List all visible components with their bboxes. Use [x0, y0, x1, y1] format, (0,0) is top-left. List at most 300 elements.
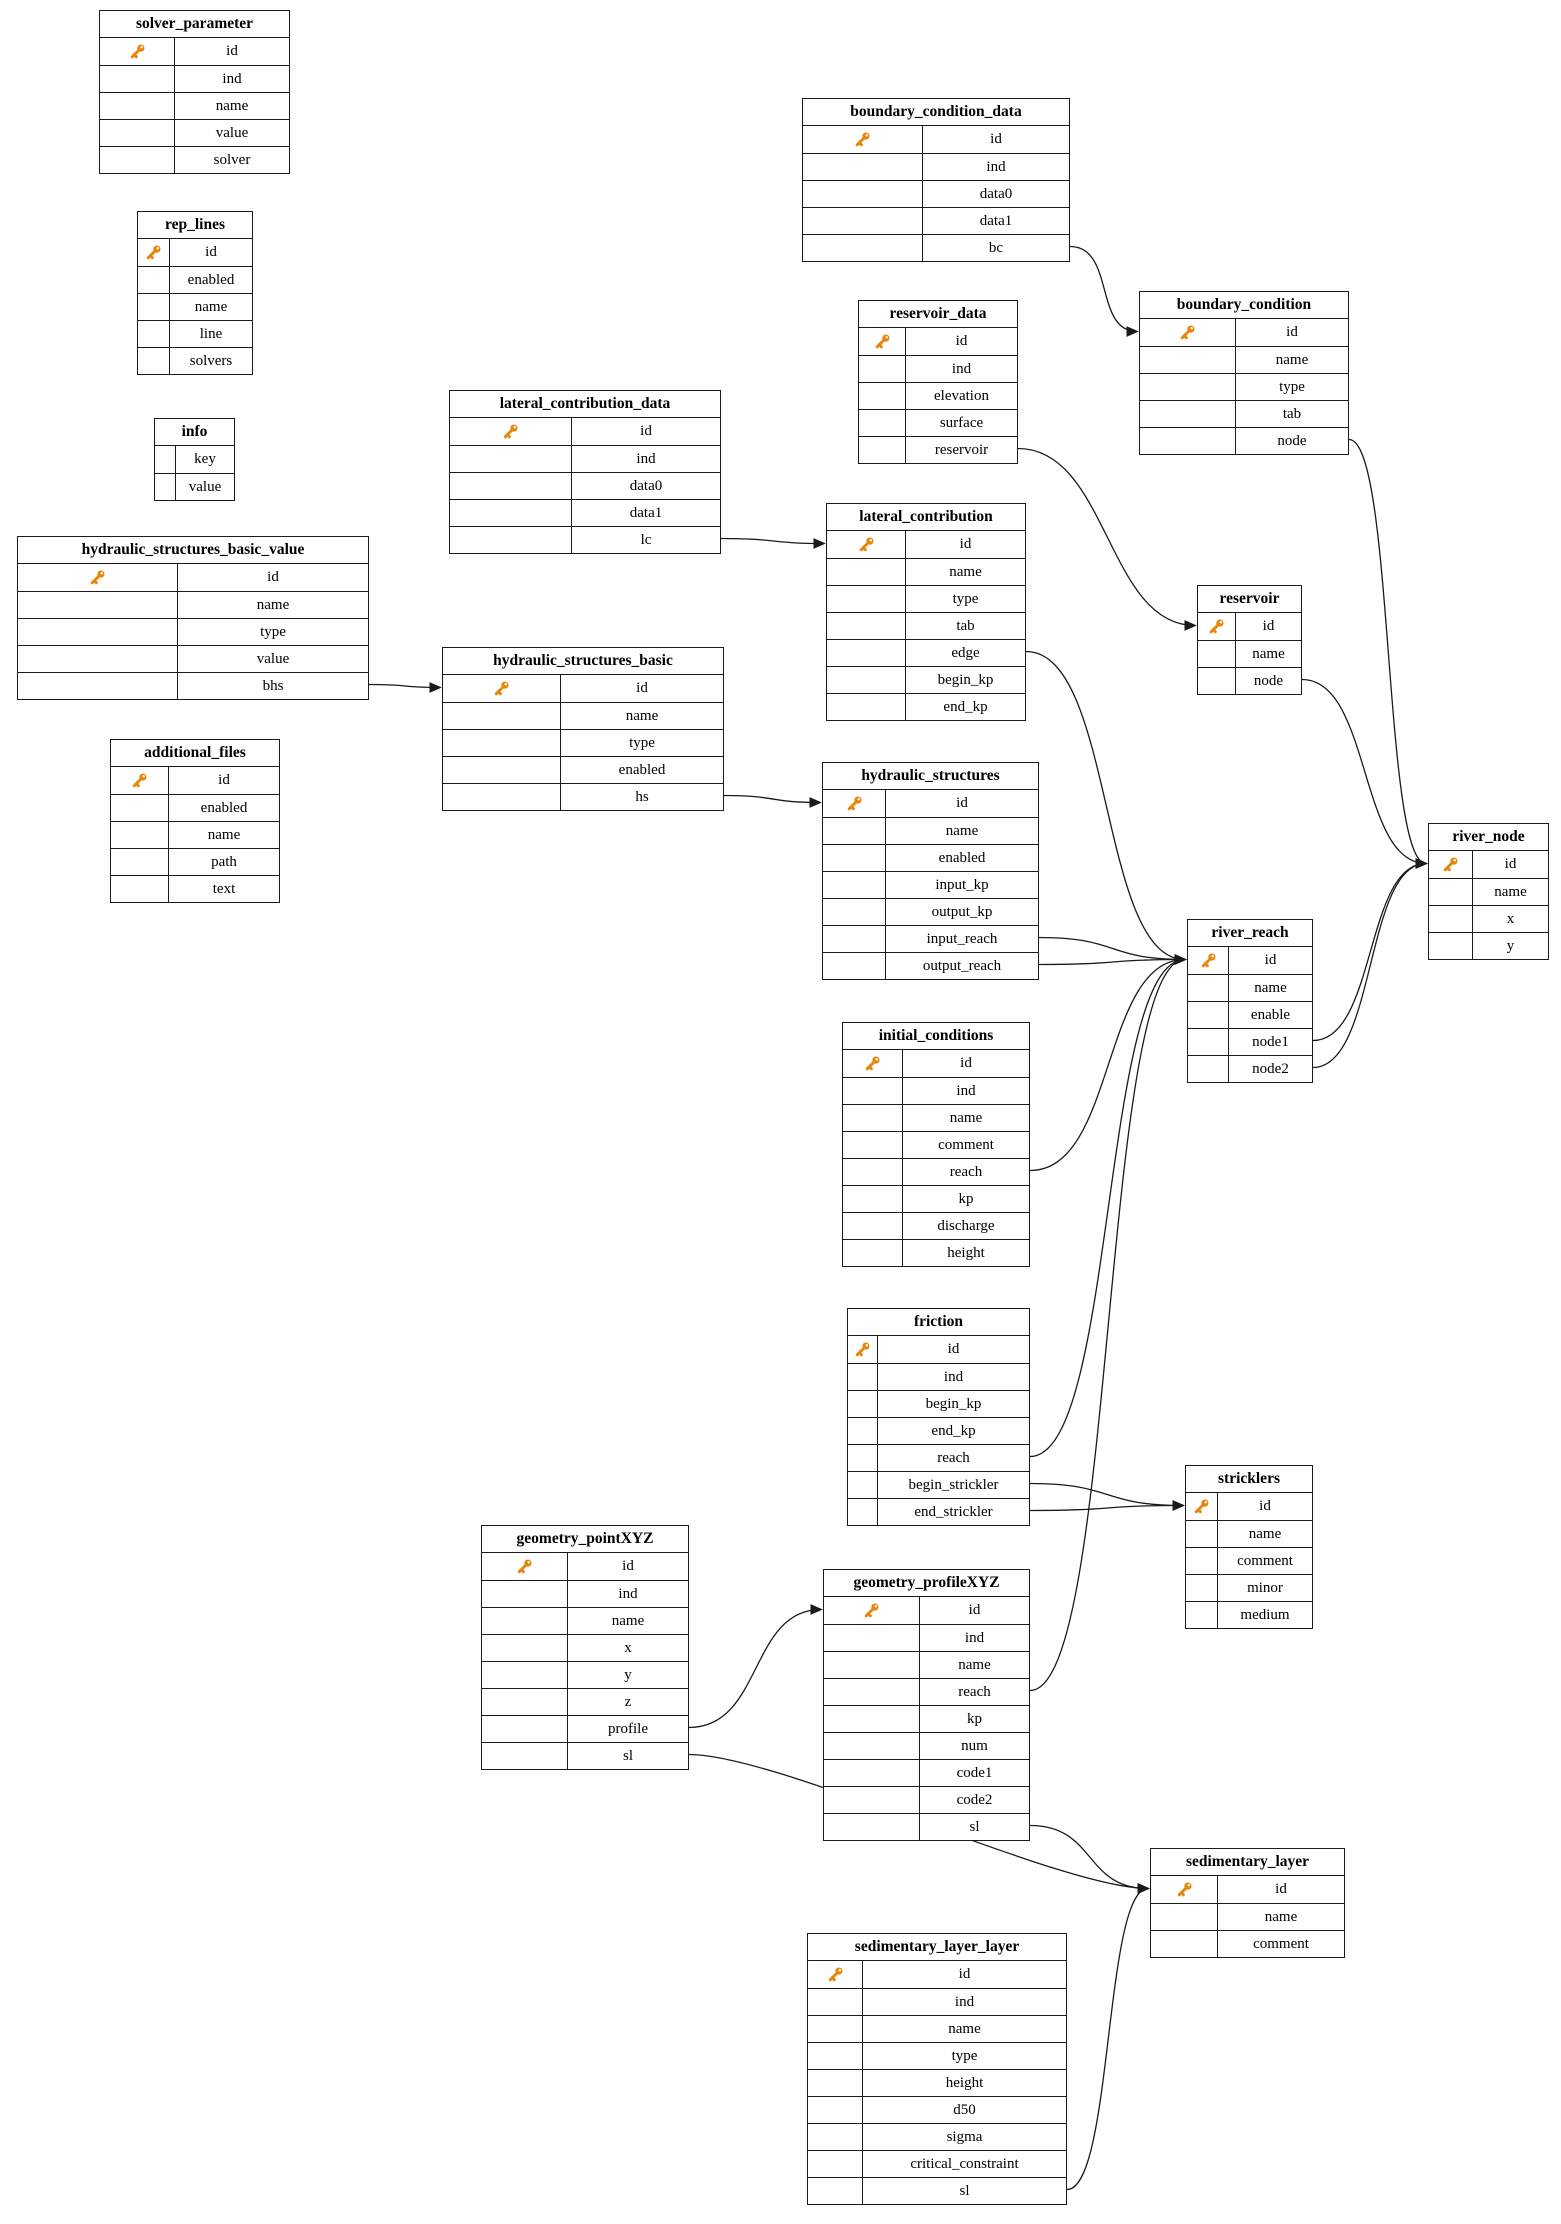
table-title-sedimentary_layer: sedimentary_layer — [1151, 1849, 1344, 1876]
key-cell-empty — [1140, 347, 1236, 373]
row-hydraulic_structures_basic_value-id — [18, 564, 368, 591]
relation-edge — [1030, 960, 1185, 1171]
key-cell-empty — [1151, 1931, 1218, 1957]
key-cell-empty — [823, 845, 886, 871]
row-geometry_profileXYZ-code2 — [824, 1786, 1029, 1813]
field-label-z: z — [624, 1694, 632, 1710]
field-label-end_kp: end_kp — [931, 1423, 976, 1439]
field-label-id: id — [990, 131, 1002, 147]
key-cell-empty — [824, 1787, 920, 1813]
key-cell-empty — [1186, 1602, 1218, 1628]
row-initial_conditions-reach — [843, 1158, 1029, 1185]
field-label-sl: sl — [959, 2183, 970, 2199]
row-reservoir-node — [1198, 667, 1301, 694]
table-solver_parameter[interactable] — [99, 10, 290, 174]
field-label-id: id — [1286, 324, 1298, 340]
field-label-hs: hs — [635, 789, 649, 805]
row-boundary_condition_data-data0 — [803, 180, 1069, 207]
field-label-type: type — [951, 2048, 978, 2064]
key-cell-empty — [1429, 879, 1473, 905]
row-initial_conditions-name — [843, 1104, 1029, 1131]
key-cell-empty — [482, 1662, 568, 1688]
key-cell-empty — [482, 1581, 568, 1607]
row-boundary_condition_data-id — [803, 126, 1069, 153]
table-initial_conditions[interactable] — [842, 1022, 1030, 1267]
table-hydraulic_structures_basic_value[interactable] — [17, 536, 369, 700]
row-friction-end_strickler — [848, 1498, 1029, 1525]
relation-edge — [1030, 1506, 1183, 1511]
field-label-solver: solver — [213, 152, 251, 168]
key-icon — [145, 244, 162, 261]
key-cell-empty — [803, 208, 923, 234]
key-cell-empty — [827, 694, 906, 720]
key-cell-empty — [827, 586, 906, 612]
row-lateral_contribution-name — [827, 558, 1025, 585]
row-river_reach-node1 — [1188, 1028, 1312, 1055]
key-cell-empty — [859, 383, 906, 409]
field-label-id: id — [1259, 1498, 1271, 1514]
key-cell-empty — [482, 1635, 568, 1661]
field-label-reach: reach — [949, 1164, 983, 1180]
row-geometry_pointXYZ-z — [482, 1688, 688, 1715]
key-cell-empty — [808, 2124, 863, 2150]
field-label-bhs: bhs — [262, 678, 284, 694]
field-label-id: id — [640, 423, 652, 439]
row-rep_lines-solvers — [138, 347, 252, 374]
field-label-id: id — [1504, 856, 1517, 872]
field-label-ind: ind — [954, 1994, 975, 2010]
row-sedimentary_layer_layer-name — [808, 2015, 1066, 2042]
row-friction-id — [848, 1336, 1029, 1363]
row-boundary_condition_data-ind — [803, 153, 1069, 180]
field-label-id: id — [622, 1558, 634, 1574]
pk-cell-hydraulic_structures — [823, 790, 886, 817]
table-lateral_contribution[interactable] — [826, 503, 1026, 721]
row-hydraulic_structures_basic-id — [443, 675, 723, 702]
row-sedimentary_layer-name — [1151, 1903, 1344, 1930]
field-label-name: name — [1248, 1526, 1282, 1542]
field-label-end_strickler: end_strickler — [914, 1504, 993, 1520]
row-hydraulic_structures_basic_value-value — [18, 645, 368, 672]
key-cell-empty — [138, 267, 170, 293]
field-label-d50: d50 — [953, 2102, 976, 2118]
field-label-elevation: elevation — [934, 388, 989, 404]
key-cell-empty — [482, 1689, 568, 1715]
field-label-comment: comment — [938, 1137, 994, 1153]
key-cell-empty — [859, 410, 906, 436]
table-river_reach[interactable] — [1187, 919, 1313, 1083]
field-label-enabled: enabled — [618, 762, 666, 778]
field-label-enabled: enabled — [938, 850, 986, 866]
field-label-id: id — [218, 772, 230, 788]
key-cell-empty — [138, 294, 170, 320]
key-cell-empty — [443, 703, 561, 729]
row-lateral_contribution-type — [827, 585, 1025, 612]
row-initial_conditions-height — [843, 1239, 1029, 1266]
key-cell-empty — [1188, 1002, 1229, 1028]
field-label-output_kp: output_kp — [931, 904, 993, 920]
row-reservoir_data-surface — [859, 409, 1017, 436]
field-label-node: node — [1277, 433, 1307, 449]
relation-edge — [1039, 960, 1185, 965]
table-title-lateral_contribution: lateral_contribution — [827, 504, 1025, 531]
key-icon — [131, 772, 148, 789]
table-friction[interactable] — [847, 1308, 1030, 1526]
field-label-tab: tab — [1282, 406, 1302, 422]
key-icon — [502, 423, 519, 440]
field-label-id: id — [955, 333, 968, 349]
row-reservoir_data-reservoir — [859, 436, 1017, 463]
table-reservoir[interactable] — [1197, 585, 1302, 695]
field-label-name: name — [207, 827, 241, 843]
field-label-type: type — [952, 591, 979, 607]
table-lateral_contribution_data[interactable] — [449, 390, 721, 554]
key-cell-empty — [848, 1445, 878, 1471]
table-title-river_node: river_node — [1429, 824, 1548, 851]
key-cell-empty — [482, 1716, 568, 1742]
row-sedimentary_layer_layer-height — [808, 2069, 1066, 2096]
table-title-stricklers: stricklers — [1186, 1466, 1312, 1493]
field-label-ind: ind — [222, 71, 242, 87]
relation-edge — [721, 539, 824, 544]
row-boundary_condition-type — [1140, 373, 1348, 400]
key-cell-empty — [100, 93, 175, 119]
row-solver_parameter-value — [100, 119, 289, 146]
field-label-name: name — [215, 98, 249, 114]
row-geometry_profileXYZ-ind — [824, 1624, 1029, 1651]
table-title-friction: friction — [848, 1309, 1029, 1336]
field-label-id: id — [1264, 952, 1277, 968]
table-reservoir_data[interactable] — [858, 300, 1018, 464]
key-cell-empty — [823, 953, 886, 979]
field-label-ind: ind — [964, 1630, 985, 1646]
key-cell-empty — [827, 640, 906, 666]
field-label-code1: code1 — [956, 1765, 993, 1781]
row-hydraulic_structures-input_reach — [823, 925, 1038, 952]
pk-cell-rep_lines — [138, 239, 170, 266]
key-cell-empty — [1186, 1548, 1218, 1574]
field-label-lc: lc — [640, 532, 652, 548]
pk-cell-lateral_contribution — [827, 531, 906, 558]
row-hydraulic_structures_basic_value-bhs — [18, 672, 368, 699]
row-river_node-name — [1429, 878, 1548, 905]
field-label-id: id — [226, 43, 238, 59]
field-label-comment: comment — [1237, 1553, 1293, 1569]
field-label-end_kp: end_kp — [943, 699, 988, 715]
row-geometry_profileXYZ-code1 — [824, 1759, 1029, 1786]
table-hydraulic_structures[interactable] — [822, 762, 1039, 980]
key-icon — [493, 680, 510, 697]
pk-cell-river_node — [1429, 851, 1473, 878]
row-river_reach-node2 — [1188, 1055, 1312, 1082]
row-hydraulic_structures_basic-hs — [443, 783, 723, 810]
table-sedimentary_layer[interactable] — [1150, 1848, 1345, 1958]
field-label-sigma: sigma — [946, 2129, 983, 2145]
table-title-geometry_profileXYZ: geometry_profileXYZ — [824, 1570, 1029, 1597]
row-geometry_pointXYZ-y — [482, 1661, 688, 1688]
row-geometry_profileXYZ-kp — [824, 1705, 1029, 1732]
relation-edge — [689, 1610, 821, 1728]
row-sedimentary_layer_layer-ind — [808, 1988, 1066, 2015]
table-boundary_condition[interactable] — [1139, 291, 1349, 455]
key-cell-empty — [1198, 641, 1236, 667]
key-cell-empty — [808, 2070, 863, 2096]
row-hydraulic_structures_basic-name — [443, 702, 723, 729]
row-lateral_contribution_data-ind — [450, 445, 720, 472]
key-cell-empty — [111, 849, 169, 875]
row-solver_parameter-solver — [100, 146, 289, 173]
field-label-y: y — [624, 1667, 632, 1683]
row-lateral_contribution_data-data1 — [450, 499, 720, 526]
key-cell-empty — [843, 1105, 903, 1131]
key-icon — [89, 569, 106, 586]
key-cell-empty — [1188, 1029, 1229, 1055]
field-label-tab: tab — [956, 618, 975, 634]
row-geometry_profileXYZ-name — [824, 1651, 1029, 1678]
row-sedimentary_layer_layer-d50 — [808, 2096, 1066, 2123]
row-sedimentary_layer_layer-sigma — [808, 2123, 1066, 2150]
row-solver_parameter-ind — [100, 65, 289, 92]
row-lateral_contribution_data-lc — [450, 526, 720, 553]
key-icon — [1179, 324, 1196, 341]
row-river_reach-name — [1188, 974, 1312, 1001]
field-label-name: name — [1252, 646, 1285, 662]
relation-edge — [1030, 1826, 1148, 1889]
row-geometry_profileXYZ-id — [824, 1597, 1029, 1624]
field-label-name: name — [611, 1613, 645, 1629]
relation-edge — [1070, 247, 1137, 332]
field-label-name: name — [949, 1110, 983, 1126]
key-cell-empty — [827, 667, 906, 693]
key-cell-empty — [808, 2016, 863, 2042]
key-cell-empty — [824, 1652, 920, 1678]
field-label-profile: profile — [608, 1721, 648, 1737]
field-label-id: id — [267, 569, 279, 585]
table-title-lateral_contribution_data: lateral_contribution_data — [450, 391, 720, 418]
key-cell-empty — [824, 1760, 920, 1786]
table-title-boundary_condition: boundary_condition — [1140, 292, 1348, 319]
row-stricklers-minor — [1186, 1574, 1312, 1601]
row-info-key — [155, 446, 234, 473]
field-label-reservoir: reservoir — [934, 442, 989, 458]
key-cell-empty — [155, 474, 176, 500]
field-label-edge: edge — [951, 645, 980, 661]
table-title-additional_files: additional_files — [111, 740, 279, 767]
key-cell-empty — [843, 1213, 903, 1239]
row-boundary_condition_data-data1 — [803, 207, 1069, 234]
field-label-output_reach: output_reach — [922, 958, 1002, 974]
row-geometry_pointXYZ-ind — [482, 1580, 688, 1607]
row-friction-end_kp — [848, 1417, 1029, 1444]
field-label-code2: code2 — [956, 1792, 993, 1808]
field-label-name: name — [194, 299, 228, 315]
field-label-id: id — [968, 1602, 981, 1618]
pk-cell-sedimentary_layer — [1151, 1876, 1218, 1903]
relation-edge — [1313, 864, 1426, 1041]
row-boundary_condition-id — [1140, 319, 1348, 346]
table-info[interactable] — [154, 418, 235, 501]
key-cell-empty — [18, 673, 178, 699]
field-label-name: name — [1275, 352, 1309, 368]
field-label-id: id — [956, 795, 968, 811]
field-label-text: text — [212, 881, 236, 897]
table-stricklers[interactable] — [1185, 1465, 1313, 1629]
field-label-enabled: enabled — [200, 800, 248, 816]
field-label-sl: sl — [622, 1748, 633, 1764]
row-stricklers-medium — [1186, 1601, 1312, 1628]
key-cell-empty — [848, 1472, 878, 1498]
field-label-node1: node1 — [1252, 1034, 1289, 1050]
key-cell-empty — [450, 446, 572, 472]
field-label-type: type — [1279, 379, 1305, 395]
table-title-solver_parameter: solver_parameter — [100, 11, 289, 38]
row-additional_files-enabled — [111, 794, 279, 821]
row-reservoir_data-ind — [859, 355, 1017, 382]
key-cell-empty — [482, 1608, 568, 1634]
field-label-minor: minor — [1247, 1580, 1283, 1596]
key-cell-empty — [1198, 668, 1236, 694]
key-cell-empty — [823, 818, 886, 844]
pk-cell-hydraulic_structures_basic — [443, 675, 561, 702]
field-label-num: num — [961, 1738, 988, 1754]
row-river_node-x — [1429, 905, 1548, 932]
table-title-hydraulic_structures_basic_value: hydraulic_structures_basic_value — [18, 537, 368, 564]
key-cell-empty — [823, 899, 886, 925]
field-label-name: name — [1494, 884, 1527, 900]
key-cell-empty — [824, 1733, 920, 1759]
key-cell-empty — [823, 926, 886, 952]
field-label-ind: ind — [943, 1369, 964, 1385]
field-label-ind: ind — [636, 451, 656, 467]
row-stricklers-name — [1186, 1520, 1312, 1547]
field-label-sl: sl — [969, 1819, 980, 1835]
key-icon — [1176, 1881, 1193, 1898]
field-label-input_kp: input_kp — [935, 877, 989, 893]
row-friction-ind — [848, 1363, 1029, 1390]
table-title-initial_conditions: initial_conditions — [843, 1023, 1029, 1050]
field-label-ind: ind — [986, 159, 1006, 175]
key-cell-empty — [848, 1499, 878, 1525]
key-cell-empty — [1140, 428, 1236, 454]
row-sedimentary_layer_layer-critical_constraint — [808, 2150, 1066, 2177]
key-cell-empty — [1140, 401, 1236, 427]
table-title-reservoir: reservoir — [1198, 586, 1301, 613]
field-label-id: id — [1262, 618, 1275, 634]
field-label-name: name — [1254, 980, 1287, 996]
row-geometry_profileXYZ-num — [824, 1732, 1029, 1759]
row-reservoir_data-id — [859, 328, 1017, 355]
table-river_node[interactable] — [1428, 823, 1549, 960]
row-initial_conditions-ind — [843, 1077, 1029, 1104]
row-geometry_profileXYZ-sl — [824, 1813, 1029, 1840]
table-additional_files[interactable] — [110, 739, 280, 903]
table-title-reservoir_data: reservoir_data — [859, 301, 1017, 328]
key-cell-empty — [1429, 933, 1473, 959]
key-cell-empty — [848, 1391, 878, 1417]
key-cell-empty — [808, 2097, 863, 2123]
field-label-name: name — [945, 823, 979, 839]
row-friction-begin_kp — [848, 1390, 1029, 1417]
row-hydraulic_structures-input_kp — [823, 871, 1038, 898]
relation-edge — [1302, 680, 1426, 864]
row-hydraulic_structures_basic_value-name — [18, 591, 368, 618]
table-hydraulic_structures_basic[interactable] — [442, 647, 724, 811]
pk-cell-reservoir_data — [859, 328, 906, 355]
table-sedimentary_layer_layer[interactable] — [807, 1933, 1067, 2205]
relation-edge — [1349, 440, 1426, 864]
row-hydraulic_structures_basic_value-type — [18, 618, 368, 645]
relation-edge — [1039, 938, 1185, 960]
relation-edge — [1313, 864, 1426, 1068]
key-cell-empty — [808, 2043, 863, 2069]
key-icon — [516, 1558, 533, 1575]
row-reservoir-id — [1198, 613, 1301, 640]
field-label-value: value — [256, 651, 290, 667]
row-reservoir-name — [1198, 640, 1301, 667]
pk-cell-sedimentary_layer_layer — [808, 1961, 863, 1988]
key-cell-empty — [138, 348, 170, 374]
field-label-data1: data1 — [629, 505, 663, 521]
field-label-data0: data0 — [979, 186, 1013, 202]
field-label-key: key — [194, 451, 216, 467]
key-icon — [1442, 856, 1459, 873]
key-cell-empty — [482, 1743, 568, 1769]
field-label-name: name — [958, 1657, 991, 1673]
table-rep_lines[interactable] — [137, 211, 253, 375]
row-initial_conditions-comment — [843, 1131, 1029, 1158]
table-boundary_condition_data[interactable] — [802, 98, 1070, 262]
row-river_node-y — [1429, 932, 1548, 959]
relation-edge — [1067, 1889, 1148, 2190]
field-label-ind: ind — [951, 361, 972, 377]
row-lateral_contribution-end_kp — [827, 693, 1025, 720]
row-sedimentary_layer-id — [1151, 1876, 1344, 1903]
table-title-rep_lines: rep_lines — [138, 212, 252, 239]
relation-edge — [369, 685, 440, 688]
field-label-id: id — [1275, 1881, 1287, 1897]
key-cell-empty — [808, 2151, 863, 2177]
row-river_node-id — [1429, 851, 1548, 878]
key-cell-empty — [450, 473, 572, 499]
row-river_reach-id — [1188, 947, 1312, 974]
field-label-name: name — [949, 564, 982, 580]
field-label-node: node — [1253, 673, 1284, 689]
key-cell-empty — [843, 1240, 903, 1266]
field-label-surface: surface — [939, 415, 984, 431]
key-cell-empty — [823, 872, 886, 898]
row-additional_files-text — [111, 875, 279, 902]
field-label-data1: data1 — [979, 213, 1013, 229]
field-label-name: name — [948, 2021, 981, 2037]
row-sedimentary_layer_layer-id — [808, 1961, 1066, 1988]
relation-edge — [1030, 1484, 1183, 1506]
row-stricklers-id — [1186, 1493, 1312, 1520]
table-geometry_profileXYZ[interactable] — [823, 1569, 1030, 1841]
pk-cell-additional_files — [111, 767, 169, 794]
pk-cell-friction — [848, 1336, 878, 1363]
key-cell-empty — [848, 1418, 878, 1444]
row-rep_lines-enabled — [138, 266, 252, 293]
table-geometry_pointXYZ[interactable] — [481, 1525, 689, 1770]
field-label-x: x — [624, 1640, 632, 1656]
key-cell-empty — [824, 1814, 920, 1840]
key-cell-empty — [111, 795, 169, 821]
key-cell-empty — [18, 592, 178, 618]
row-hydraulic_structures-output_reach — [823, 952, 1038, 979]
row-solver_parameter-name — [100, 92, 289, 119]
key-cell-empty — [808, 2178, 863, 2204]
field-label-reach: reach — [958, 1684, 991, 1700]
